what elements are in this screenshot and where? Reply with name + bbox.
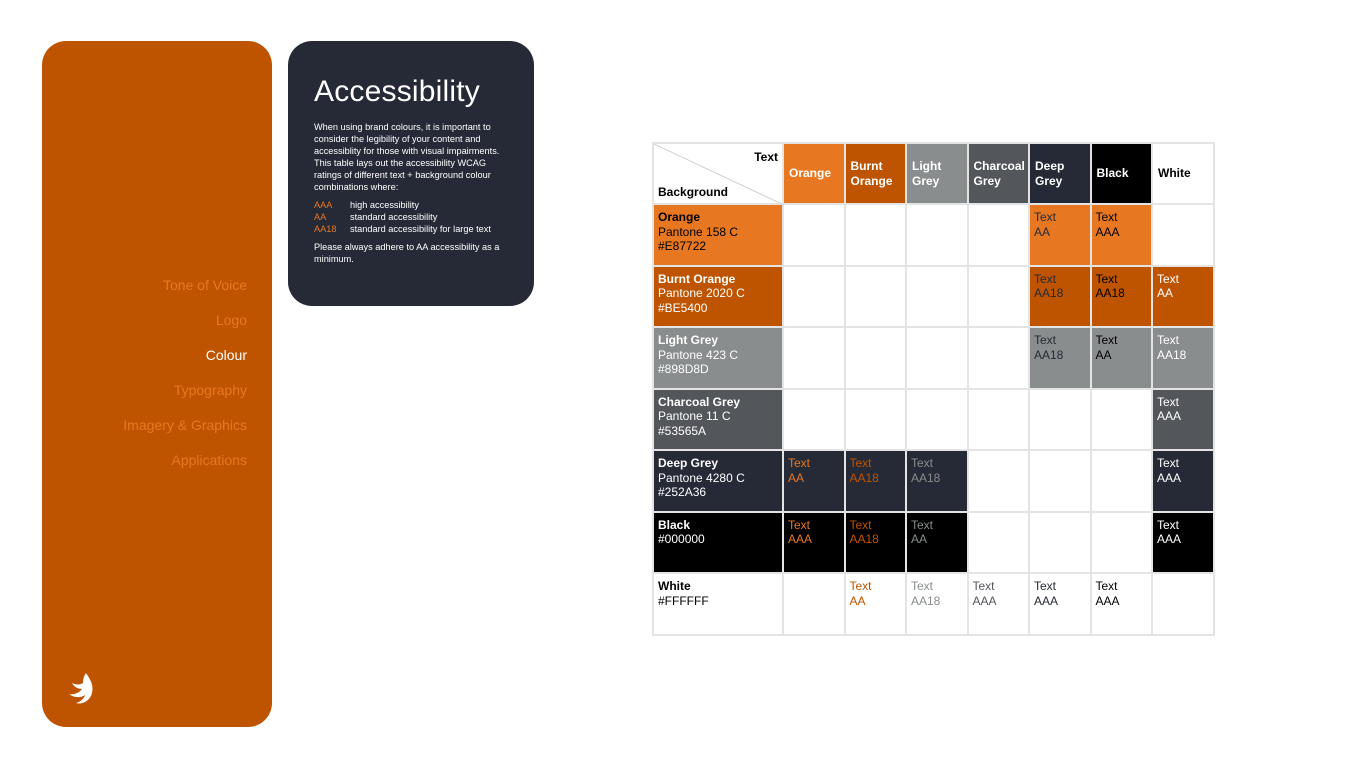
table-row [653,266,1214,328]
table-cell [906,512,968,574]
cell-rating: AAA [1157,470,1182,485]
corner-text-label: Text [754,150,778,164]
cell-rating: AAA [1095,224,1120,239]
sidebar [42,41,272,727]
nav-item-logo[interactable]: Logo [215,312,247,328]
cell-rating: AAA [1157,409,1182,423]
column-header-label: Burnt Orange [850,159,893,188]
cell-text-sample: Text [788,517,811,532]
column-header [1029,143,1091,204]
brand-logo-icon [66,669,100,707]
legend-label: high accessibility [350,200,419,210]
table-cell [1152,204,1214,266]
cell-rating: AA18 [911,593,941,608]
table-cell [783,204,845,266]
row-colour-hex: #000000 [658,532,705,546]
row-colour-name: Black [658,517,691,532]
cell-text-sample: Text [849,456,872,470]
table-cell [845,573,907,635]
row-header [653,327,783,389]
column-header-label: Charcoal Grey [973,159,1025,188]
column-header-label: Black [1096,166,1129,181]
cell-rating: AAA [972,593,997,608]
table-cell [1091,266,1153,328]
row-colour-hex: #898D8D [658,362,709,376]
column-header-label: Light Grey [912,159,942,188]
cell-rating: AA18 [1157,347,1187,362]
table-cell [845,450,907,512]
cell-rating: AA [849,593,866,608]
cell-text-sample: Text [1095,271,1118,286]
table-cell [783,512,845,574]
table-cell [968,204,1030,266]
cell-rating: AA [1095,347,1112,362]
cell-text-sample: Text [1157,517,1180,532]
cell-text-sample: Text [788,456,811,470]
table-cell [845,266,907,328]
row-colour-pantone: Pantone 2020 C [658,286,745,300]
table-row [653,389,1214,451]
row-colour-name: Deep Grey [658,456,719,470]
table-cell [1091,327,1153,389]
cell-rating: AAA [1095,593,1120,608]
cell-rating: AA [911,532,928,546]
row-header [653,450,783,512]
column-header-label: Deep Grey [1035,159,1065,188]
column-header-label: White [1158,166,1191,181]
cell-text-sample: Text [1095,579,1118,593]
column-header-label: Orange [789,166,832,181]
cell-text-sample: Text [1157,394,1180,409]
cell-text-sample: Text [1034,210,1057,224]
table-corner [653,143,783,204]
table-cell [845,204,907,266]
row-colour-hex: #BE5400 [658,300,708,315]
column-header [783,143,845,204]
cell-rating: AAA [1034,593,1059,608]
table-cell [783,450,845,512]
cell-text-sample: Text [911,517,934,532]
sidebar-nav [123,268,247,478]
table-row [653,450,1214,512]
table-cell [1091,204,1153,266]
cell-text-sample: Text [1157,271,1180,286]
row-colour-name: Charcoal Grey [658,394,741,409]
table-row [653,573,1214,635]
cell-text-sample: Text [1095,333,1118,347]
nav-item-colour[interactable]: Colour [205,347,247,363]
cell-text-sample: Text [1034,579,1057,593]
table-cell [783,266,845,328]
accessibility-info-card [288,41,534,306]
cell-rating: AA [1034,224,1051,239]
cell-rating: AAA [1157,532,1182,546]
table-cell [968,327,1030,389]
nav-item-imagery-graphics[interactable]: Imagery & Graphics [123,417,247,433]
cell-rating: AA18 [1034,347,1064,362]
table-cell [968,450,1030,512]
table-cell [906,204,968,266]
table-cell [906,266,968,328]
row-colour-name: Light Grey [658,333,719,347]
description: When using brand colours, it is important to consider the legibility of your content and accessiblity for those with visual impairments. This table lays out the accessibility WCAG ratings of different text + background colour combinations where: [314,122,500,192]
cell-text-sample: Text [1157,456,1180,470]
nav-item-applications[interactable]: Applications [171,452,247,468]
table-cell [1029,327,1091,389]
table-cell [968,573,1030,635]
table-cell [1029,512,1091,574]
row-header [653,573,783,635]
column-header [906,143,968,204]
row-colour-name: Burnt Orange [658,271,736,286]
table-cell [906,573,968,635]
column-header [1091,143,1153,204]
table-cell [1029,450,1091,512]
cell-text-sample: Text [849,579,872,593]
table-cell [845,327,907,389]
row-colour-hex: #53565A [658,423,707,438]
table-cell [1152,327,1214,389]
legend-row [314,211,491,223]
cell-rating: AA18 [1095,286,1125,300]
table-cell [1029,266,1091,328]
corner-background-label: Background [658,184,729,199]
column-header [1152,143,1214,204]
cell-text-sample: Text [1095,210,1118,224]
table-cell [1091,573,1153,635]
row-header [653,266,783,328]
cell-rating: AAA [788,532,813,546]
page-title: Accessibility [314,75,480,108]
row-colour-hex: #FFFFFF [658,593,709,608]
table-cell [1152,512,1214,574]
nav-item-tone-of-voice[interactable]: Tone of Voice [162,277,247,293]
table-cell [968,389,1030,451]
row-header [653,512,783,574]
table-row [653,512,1214,574]
legend-label: standard accessibility for large text [350,224,491,234]
table-cell [1091,389,1153,451]
row-colour-name: Orange [658,210,701,224]
cell-text-sample: Text [972,579,995,593]
table-cell [1029,389,1091,451]
cell-rating: AA [788,470,805,485]
cell-text-sample: Text [1034,333,1057,347]
row-header [653,204,783,266]
row-colour-pantone: Pantone 11 C [658,409,731,423]
table-cell [1152,266,1214,328]
table-cell [845,389,907,451]
table-cell [906,389,968,451]
nav-item-typography[interactable]: Typography [173,382,247,398]
column-header [845,143,907,204]
legend-key: AA18 [314,224,337,234]
row-colour-name: White [658,579,691,593]
table-cell [1152,389,1214,451]
table-cell [1029,573,1091,635]
table-cell [1029,204,1091,266]
table-cell [783,327,845,389]
table-cell [906,450,968,512]
table-cell [1091,512,1153,574]
cell-rating: AA18 [849,470,879,485]
table-cell [968,266,1030,328]
row-colour-pantone: Pantone 423 C [658,347,739,362]
legend-label: standard accessibility [350,212,438,222]
table-cell [845,512,907,574]
table-row [653,327,1214,389]
cell-rating: AA [1157,286,1174,300]
table-cell [906,327,968,389]
legend-row [314,199,491,211]
table-cell [783,573,845,635]
cell-text-sample: Text [1034,271,1057,286]
table-cell [1091,450,1153,512]
column-header [968,143,1030,204]
table-cell [783,389,845,451]
header-row [653,143,1214,204]
legend-key: AAA [314,200,333,210]
row-header [653,389,783,451]
cell-rating: AA18 [1034,286,1064,300]
cell-text-sample: Text [911,456,934,470]
row-colour-pantone: Pantone 158 C [658,224,739,239]
row-colour-hex: #252A36 [658,485,707,499]
cell-rating: AA18 [911,470,941,485]
cell-text-sample: Text [911,579,934,593]
cell-rating: AA18 [849,532,879,546]
accessibility-table [652,142,1215,636]
rating-legend [314,199,491,235]
table-row [653,204,1214,266]
row-colour-pantone: Pantone 4280 C [658,470,745,485]
minimum-note: Please always adhere to AA accessibility as a minimum. [314,242,500,264]
table-cell [1152,573,1214,635]
row-colour-hex: #E87722 [658,239,707,253]
cell-text-sample: Text [1157,333,1180,347]
legend-key: AA [314,212,327,222]
table-cell [1152,450,1214,512]
table-cell [968,512,1030,574]
legend-row [314,223,491,235]
cell-text-sample: Text [849,517,872,532]
